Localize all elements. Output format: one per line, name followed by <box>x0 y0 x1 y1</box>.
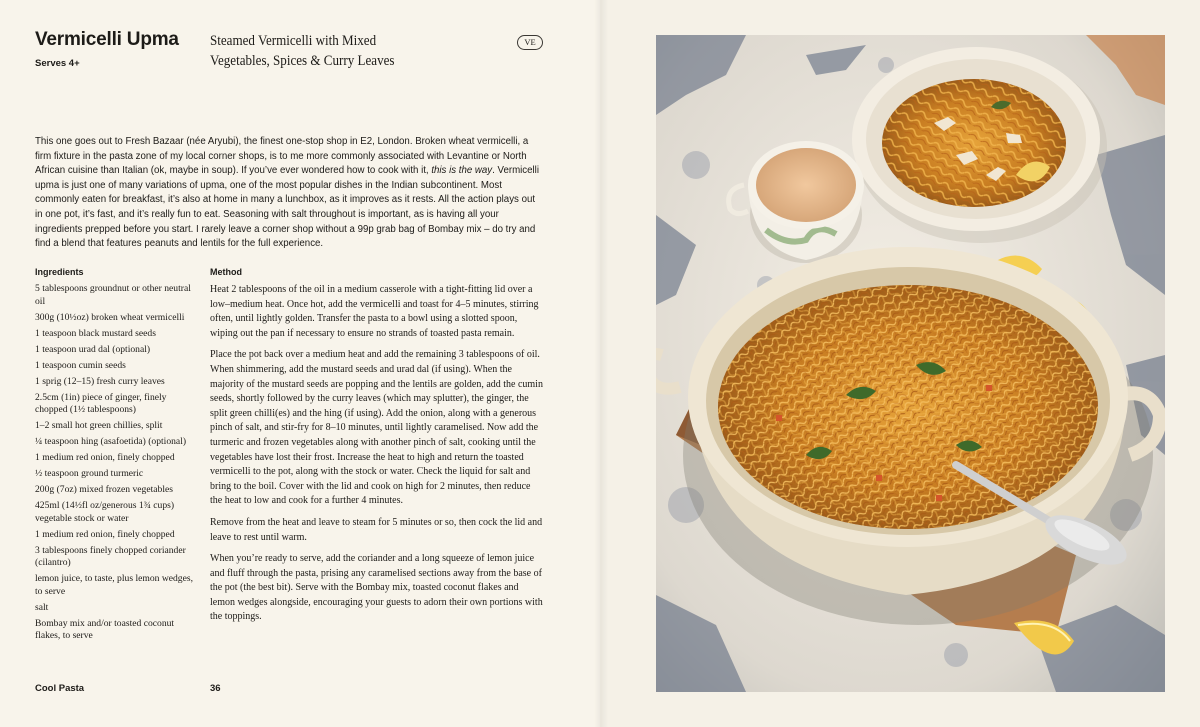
ingredient-item: 1 medium red onion, finely chopped <box>35 528 175 540</box>
intro-emphasis: this is the way <box>431 165 493 177</box>
method-step: Heat 2 tablespoons of the oil in a medium casserole with a tight-fitting lid over a low–medium heat. Once hot, add the vermicelli and toast for 4–5 minutes, stirring often, until lightly golden. Transfer the pasta to a bowl using a slotted spoon, wiping out the pan if necessary to ensure no strands of toasted pasta remain. <box>210 284 539 339</box>
vegan-badge: VE <box>517 35 543 50</box>
method-step: Place the pot back over a medium heat and add the remaining 3 tablespoons of oil. When shimmering, add the mustard seeds and urad dal (if using). When the majority of the mustard seeds are popping and the lentils are golden, add the cumin seeds, shortly followed by the curry leaves (which may splutter), the ginger, the split green chilli(es) and the hing (if using). Add the onion, along with a generous pinch of salt, and stir-fry for 8–10 minutes, until lightly caramelised. Now add the turmeric and frozen vegetables along with another pinch of salt, cooking until the vegetables have lost their frost. Increase the heat to high and return the toasted vermicelli to the pot, along with the stock or water. Check the liquid for salt and bring to the boil. Cover with the lid and cook on high for 2 minutes, then reduce the heat to low and cook for a further 4 minutes. <box>210 349 543 507</box>
ingredient-item: ¼ teaspoon hing (asafoetida) (optional) <box>35 436 187 447</box>
method-steps <box>210 283 545 632</box>
intro-paragraph <box>35 135 545 252</box>
ingredient-item: ½ teaspoon ground turmeric <box>35 468 144 479</box>
ingredient-item: 200g (7oz) mixed frozen vegetables <box>35 484 173 495</box>
ingredients-heading: Ingredients <box>35 267 84 277</box>
ingredient-item: Bombay mix and/or toasted coconut flakes, to serve <box>35 617 175 641</box>
intro-text-end: . Vermicelli upma is just one of many variations of upma, one of the most popular dishes in the Indian subcontinent. Most commonly eaten for breakfast, it’s also at home in many a lunchbox, as it improves as it rests. All the action plays out in one pot, it’s fast, and it’s really fun to eat. Seasoning with salt throughout is important, as is having all your ingredients prepped before you start. I rarely leave a corner shop without a 99p grab bag of Bombay mix – do try and find a blend that features peanuts and lentils for the full experience. <box>35 165 539 250</box>
ingredients-list <box>35 283 200 646</box>
ingredient-item: 300g (10½oz) broken wheat vermicelli <box>35 311 185 323</box>
serves-label: Serves 4+ <box>35 58 80 69</box>
page-number: 36 <box>210 683 221 694</box>
intro-text-start: This one goes out to Fresh Bazaar (née Aryubi), the finest one-stop shop in E2, London. Broken wheat vermicelli, a firm fixture in the pasta zone of my local corner shops, is to me more commonly associated with Levantine or North African cuisine than Italian (ok, maybe in soup). If you’ve ever wondered how to cook with it, <box>35 136 529 177</box>
ingredient-item: 1 sprig (12–15) fresh curry leaves <box>35 375 165 387</box>
method-heading: Method <box>210 267 242 277</box>
recipe-subtitle: Steamed Vermicelli with Mixed Vegetables, Spices & Curry Leaves <box>210 33 395 69</box>
recipe-photo <box>656 35 1165 692</box>
ingredient-item: 1 teaspoon cumin seeds <box>35 359 126 371</box>
ingredient-item: 5 tablespoons groundnut or other neutral oil <box>35 283 191 307</box>
method-step: Remove from the heat and leave to steam for 5 minutes or so, then cock the lid and leave to rest until warm. <box>210 516 543 543</box>
ingredient-item: salt <box>35 601 49 613</box>
ingredient-item: 1–2 small hot green chillies, split <box>35 420 163 431</box>
recipe-title: Vermicelli Upma <box>35 29 179 50</box>
ingredient-item: lemon juice, to taste, plus lemon wedges, to serve <box>35 573 193 597</box>
ingredient-item: 425ml (14½fl oz/generous 1¾ cups) vegetable stock or water <box>35 500 175 524</box>
method-step: When you’re ready to serve, add the coriander and a long squeeze of lemon juice and fluff through the pasta, prising any caramelised sections away from the base of the pot (the best bit). Serve with the Bombay mix, toasted coconut flakes and lemon wedges alongside, encouraging your guests to adorn their own portions with the toppings. <box>210 553 543 623</box>
footer-book-title: Cool Pasta <box>35 683 85 694</box>
ingredient-item: 3 tablespoons finely chopped coriander (cilantro) <box>35 544 186 568</box>
ingredient-item: 1 teaspoon urad dal (optional) <box>35 343 151 355</box>
book-gutter <box>594 0 608 727</box>
ingredient-item: 2.5cm (1in) piece of ginger, finely chopped (1½ tablespoons) <box>35 391 167 415</box>
ingredient-item: 1 medium red onion, finely chopped <box>35 452 175 463</box>
ingredient-item: 1 teaspoon black mustard seeds <box>35 327 156 339</box>
